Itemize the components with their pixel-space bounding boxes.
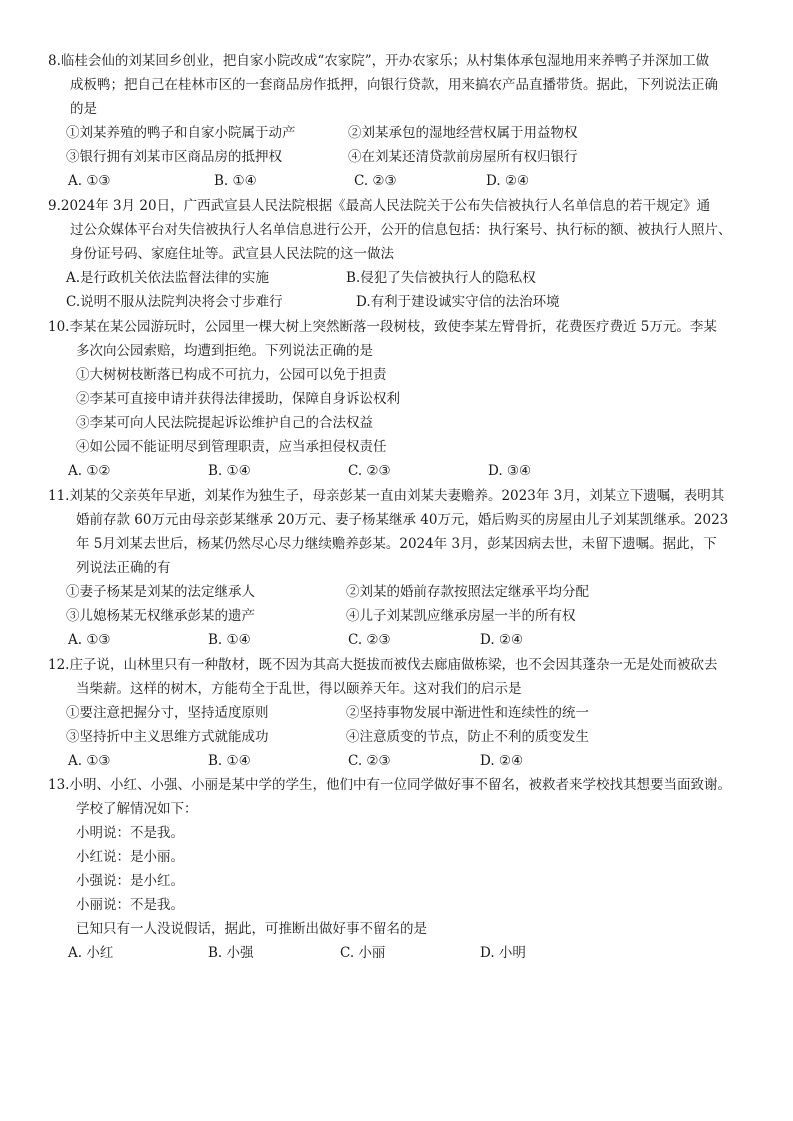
question-12-statement-2: ②坚持事物发展中渐进性和连续性的统一 bbox=[346, 705, 589, 721]
question-11-statement-1: ①妻子杨某是刘某的法定继承人 bbox=[66, 584, 255, 600]
question-12-statement-4: ④注意质变的节点，防止不利的质变发生 bbox=[346, 729, 589, 745]
question-9-choice-b: B.侵犯了失信被执行人的隐私权 bbox=[346, 270, 536, 286]
question-12-choice-d: D. ②④ bbox=[480, 753, 524, 769]
question-9-stem-line-2: 过公众媒体平台对失信被执行人名单信息进行公开，公开的信息包括：执行案号、执行标的额、被执行人照片、 bbox=[70, 222, 732, 238]
question-12-choice-a: A. ①③ bbox=[68, 753, 111, 769]
question-8-stem-line-3: 的是 bbox=[70, 101, 97, 117]
question-8-choice-a: A. ①③ bbox=[68, 173, 111, 189]
question-10-choice-a: A. ①② bbox=[68, 463, 111, 479]
question-8-statement-2: ②刘某承包的湿地经营权属于用益物权 bbox=[348, 125, 578, 141]
question-11-stem-line-4: 列说法正确的有 bbox=[76, 560, 171, 576]
question-13-stem-line-1: 13.小明、小红、小强、小丽是某中学的学生，他们中有一位同学做好事不留名，被救者来学校找其想要当面致谢。 bbox=[48, 777, 731, 793]
question-13-conclusion: 已知只有一人没说假话，据此，可推断出做好事不留名的是 bbox=[76, 921, 427, 937]
question-11-statement-2: ②刘某的婚前存款按照法定继承平均分配 bbox=[346, 584, 589, 600]
question-10-statement-4: ④如公园不能证明尽到管理职责，应当承担侵权责任 bbox=[76, 439, 387, 455]
question-9-choice-a: A.是行政机关依法监督法律的实施 bbox=[66, 270, 270, 286]
question-11-stem-line-3: 年 5月刘某去世后，杨某仍然尽心尽力继续赡养彭某。2024年 3月，彭某因病去世，未留下遗嘱。据此，下 bbox=[76, 536, 717, 552]
question-12-choice-c: C. ②③ bbox=[348, 753, 391, 769]
question-13-choice-a: A. 小红 bbox=[68, 945, 114, 961]
question-10-statement-2: ②李某可直接申请并获得法律援助，保障自身诉讼权利 bbox=[76, 391, 400, 407]
question-8-statement-4: ④在刘某还清贷款前房屋所有权归银行 bbox=[348, 149, 578, 165]
question-8-statement-1: ①刘某养殖的鸭子和自家小院属于动产 bbox=[66, 125, 296, 141]
question-11-choice-b: B. ①④ bbox=[208, 632, 251, 648]
question-10-statement-1: ①大树树枝断落已构成不可抗力，公园可以免于担责 bbox=[76, 367, 387, 383]
question-11-choice-a: A. ①③ bbox=[68, 632, 111, 648]
question-12-stem-line-1: 12.庄子说，山林里只有一种散材，既不因为其高大挺拔而被伐去廊庙做栋梁，也不会因其蓬杂一无是处而被砍去 bbox=[48, 657, 718, 673]
question-11-stem-line-2: 婚前存款 60万元由母亲彭某继承 20万元、妻子杨某继承 40万元，婚后购买的房屋由儿子刘某凯继承。2023 bbox=[76, 512, 729, 528]
question-10-stem-line-2: 多次向公园索赔，均遭到拒绝。下列说法正确的是 bbox=[76, 343, 373, 359]
question-9-choice-c: C.说明不服从法院判决将会寸步难行 bbox=[66, 294, 283, 310]
question-11-statement-4: ④儿子刘某凯应继承房屋一半的所有权 bbox=[346, 608, 576, 624]
question-13-quote-3: 小强说：是小红。 bbox=[76, 873, 184, 889]
question-9-choice-d: D.有利于建设诚实守信的法治环境 bbox=[356, 294, 560, 310]
question-10-statement-3: ③李某可向人民法院提起诉讼维护自己的合法权益 bbox=[76, 415, 373, 431]
question-11-stem-line-1: 11.刘某的父亲英年早逝，刘某作为独生子，母亲彭某一直由刘某夫妻赡养。2023年 3月，刘某立下遗嘱，表明其 bbox=[48, 488, 725, 504]
question-8-choice-c: C. ②③ bbox=[354, 173, 397, 189]
question-12-choice-b: B. ①④ bbox=[208, 753, 251, 769]
question-13-choice-b: B. 小强 bbox=[208, 945, 254, 961]
question-11-statement-3: ③儿媳杨某无权继承彭某的遗产 bbox=[66, 608, 255, 624]
question-12-statement-3: ③坚持折中主义思维方式就能成功 bbox=[66, 729, 269, 745]
question-10-choice-c: C. ②③ bbox=[348, 463, 391, 479]
question-8-choice-b: B. ①④ bbox=[214, 173, 257, 189]
question-8-statement-3: ③银行拥有刘某市区商品房的抵押权 bbox=[66, 149, 282, 165]
question-13-choice-d: D. 小明 bbox=[480, 945, 526, 961]
question-12-stem-line-2: 当柴薪。这样的树木，方能苟全于乱世，得以颐养天年。这对我们的启示是 bbox=[76, 681, 522, 697]
question-13-stem-line-2: 学校了解情况如下： bbox=[76, 801, 198, 817]
question-12-statement-1: ①要注意把握分寸，坚持适度原则 bbox=[66, 705, 269, 721]
question-10-choice-d: D. ③④ bbox=[488, 463, 532, 479]
question-11-choice-c: C. ②③ bbox=[348, 632, 391, 648]
question-13-quote-2: 小红说：是小丽。 bbox=[76, 849, 184, 865]
question-11-choice-d: D. ②④ bbox=[480, 632, 524, 648]
question-9-stem-line-1: 9.2024年 3月 20日，广西武宣县人民法院根据《最高人民法院关于公布失信被执行人名单信息的若干规定》通 bbox=[48, 198, 711, 214]
question-13-quote-4: 小丽说：不是我。 bbox=[76, 897, 184, 913]
question-8-choice-d: D. ②④ bbox=[486, 173, 530, 189]
question-13-quote-1: 小明说：不是我。 bbox=[76, 825, 184, 841]
question-9-stem-line-3: 身份证号码、家庭住址等。武宣县人民法院的这一做法 bbox=[70, 246, 394, 262]
question-8-stem-line-1: 8.临桂会仙的刘某回乡创业，把自家小院改成“农家院”，开办农家乐；从村集体承包湿地用来养鸭子并深加工做 bbox=[48, 53, 710, 69]
question-8-stem-line-2: 成板鸭；把自己在桂林市区的一套商品房作抵押，向银行贷款，用来搞农产品直播带货。据此，下列说法正确 bbox=[70, 77, 718, 93]
question-13-choice-c: C. 小丽 bbox=[340, 945, 386, 961]
question-10-stem-line-1: 10.李某在某公园游玩时，公园里一棵大树上突然断落一段树枝，致使李某左臂骨折，花费医疗费近 5万元。李某 bbox=[48, 319, 717, 335]
question-10-choice-b: B. ①④ bbox=[208, 463, 251, 479]
